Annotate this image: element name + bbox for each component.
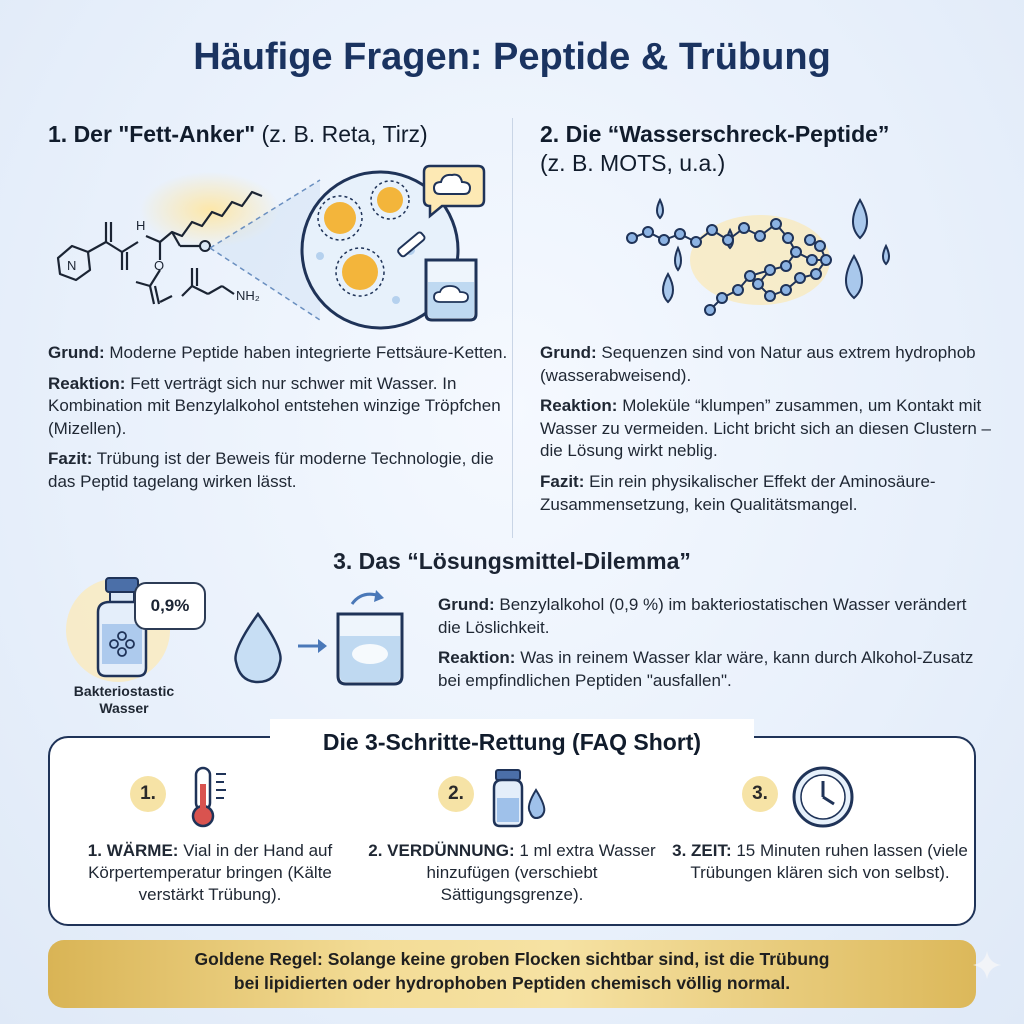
water-drop-icon bbox=[228, 610, 288, 686]
text: Ein rein physikalischer Effekt der Aminosäure-Zusammensetzung, kein Qualitätsmangel. bbox=[540, 472, 936, 514]
beaker-icon bbox=[332, 586, 408, 690]
section-fett-anker bbox=[48, 120, 488, 149]
text: Moderne Peptide haben integrierte Fettsäure-Ketten. bbox=[104, 343, 508, 362]
sparkle-icon bbox=[972, 950, 1002, 980]
section1-heading-light: (z. B. Reta, Tirz) bbox=[255, 121, 428, 147]
section3-reaction bbox=[438, 647, 978, 692]
label: Grund: bbox=[438, 595, 495, 614]
section1-text bbox=[48, 342, 508, 502]
nh-atom-label: H bbox=[136, 218, 146, 233]
text: 1 ml extra Wasser hinzufügen (verschiebt Sättigungsgrenze). bbox=[426, 841, 656, 905]
section1-reaction bbox=[48, 373, 508, 441]
step-1-number: 1. bbox=[130, 776, 166, 812]
page-title: Häufige Fragen: Peptide & Trübung bbox=[193, 36, 831, 78]
section3-heading: 3. Das “Lösungsmittel-Dilemma” bbox=[333, 548, 691, 574]
section2-heading: 2. Die “Wasserschreck-Peptide” bbox=[540, 121, 890, 147]
nh2-atom-label: NH₂ bbox=[236, 288, 260, 303]
label: 1. WÄRME: bbox=[87, 841, 179, 860]
section-wasserschreck bbox=[540, 120, 1000, 178]
step-1-text bbox=[60, 840, 360, 906]
n-atom-label: N bbox=[67, 258, 77, 273]
o-atom-label: O bbox=[154, 258, 165, 273]
text: Sequenzen sind von Natur aus extrem hydrophob (wasserabweisend). bbox=[540, 343, 976, 385]
section2-subheading: (z. B. MOTS, u.a.) bbox=[540, 149, 726, 176]
section1-reason bbox=[48, 342, 508, 365]
golden-rule-line1: Goldene Regel: Solange keine groben Flocken sichtbar sind, ist die Trübung bbox=[194, 949, 830, 969]
step-3-text bbox=[670, 840, 970, 884]
text: 15 Minuten ruhen lassen (viele Trübungen klären sich von selbst). bbox=[690, 841, 968, 883]
label: Grund: bbox=[540, 343, 597, 362]
section2-text bbox=[540, 342, 1000, 524]
text: Was in reinem Wasser klar wäre, kann durch Alkohol-Zusatz bei empfindlichen Peptiden "ausfallen". bbox=[438, 648, 974, 690]
section2-reason bbox=[540, 342, 1000, 387]
golden-rule-banner bbox=[48, 940, 976, 1008]
cloud-bubble-icon bbox=[422, 160, 486, 218]
label: 3. ZEIT: bbox=[672, 841, 732, 860]
step-3-number: 3. bbox=[742, 776, 778, 812]
section2-conclusion bbox=[540, 471, 1000, 516]
text: Vial in der Hand auf Körpertemperatur bringen (Kälte verstärkt Trübung). bbox=[88, 841, 333, 905]
beaker-icon bbox=[420, 256, 482, 324]
section2-reaction bbox=[540, 395, 1000, 463]
golden-rule-line2: bei lipidierten oder hydrophoben Peptiden chemisch völlig normal. bbox=[233, 972, 791, 993]
step-2-number: 2. bbox=[438, 776, 474, 812]
label: Grund: bbox=[48, 343, 105, 362]
section3-reason bbox=[438, 594, 978, 639]
section1-heading-bold: 1. Der "Fett-Anker" bbox=[48, 121, 256, 147]
column-divider bbox=[512, 118, 513, 538]
arrow-right-icon bbox=[296, 636, 328, 656]
text: Fett verträgt sich nur schwer mit Wasser. In Kombination mit Benzylalkohol entstehen winzige Tröpfchen (Mizellen). bbox=[48, 373, 501, 438]
section1-conclusion bbox=[48, 448, 508, 493]
bottle-label: Bakteriostastic Wasser bbox=[73, 683, 175, 716]
label: 2. VERDÜNNUNG: bbox=[368, 841, 515, 860]
text: Benzylalkohol (0,9 %) im bakteriostatischen Wasser verändert die Löslichkeit. bbox=[438, 595, 967, 637]
label: Reaktion: bbox=[48, 373, 126, 393]
step-2-text bbox=[362, 840, 662, 906]
steps-box-title: Die 3-Schritte-Rettung (FAQ Short) bbox=[270, 719, 754, 765]
section1-heading bbox=[48, 120, 488, 149]
label: Reaktion: bbox=[438, 648, 516, 668]
text: Trübung ist der Beweis für moderne Technologie, die das Peptid tagelang wirken lässt. bbox=[48, 449, 494, 492]
concentration-badge: 0,9% bbox=[134, 582, 206, 630]
label: Fazit: bbox=[540, 472, 585, 492]
label: Reaktion: bbox=[540, 396, 618, 416]
section3-text bbox=[438, 594, 978, 700]
text: Moleküle “klumpen” zusammen, um Kontakt mit Wasser zu vermeiden. Licht bricht sich an diesen Clustern – die Lösung wirkt neblig. bbox=[540, 396, 992, 461]
label: Fazit: bbox=[48, 449, 93, 469]
amino-chain-icon bbox=[620, 190, 1000, 330]
vial-icon bbox=[490, 768, 550, 828]
thermometer-icon bbox=[186, 764, 236, 830]
clock-icon bbox=[790, 764, 856, 830]
